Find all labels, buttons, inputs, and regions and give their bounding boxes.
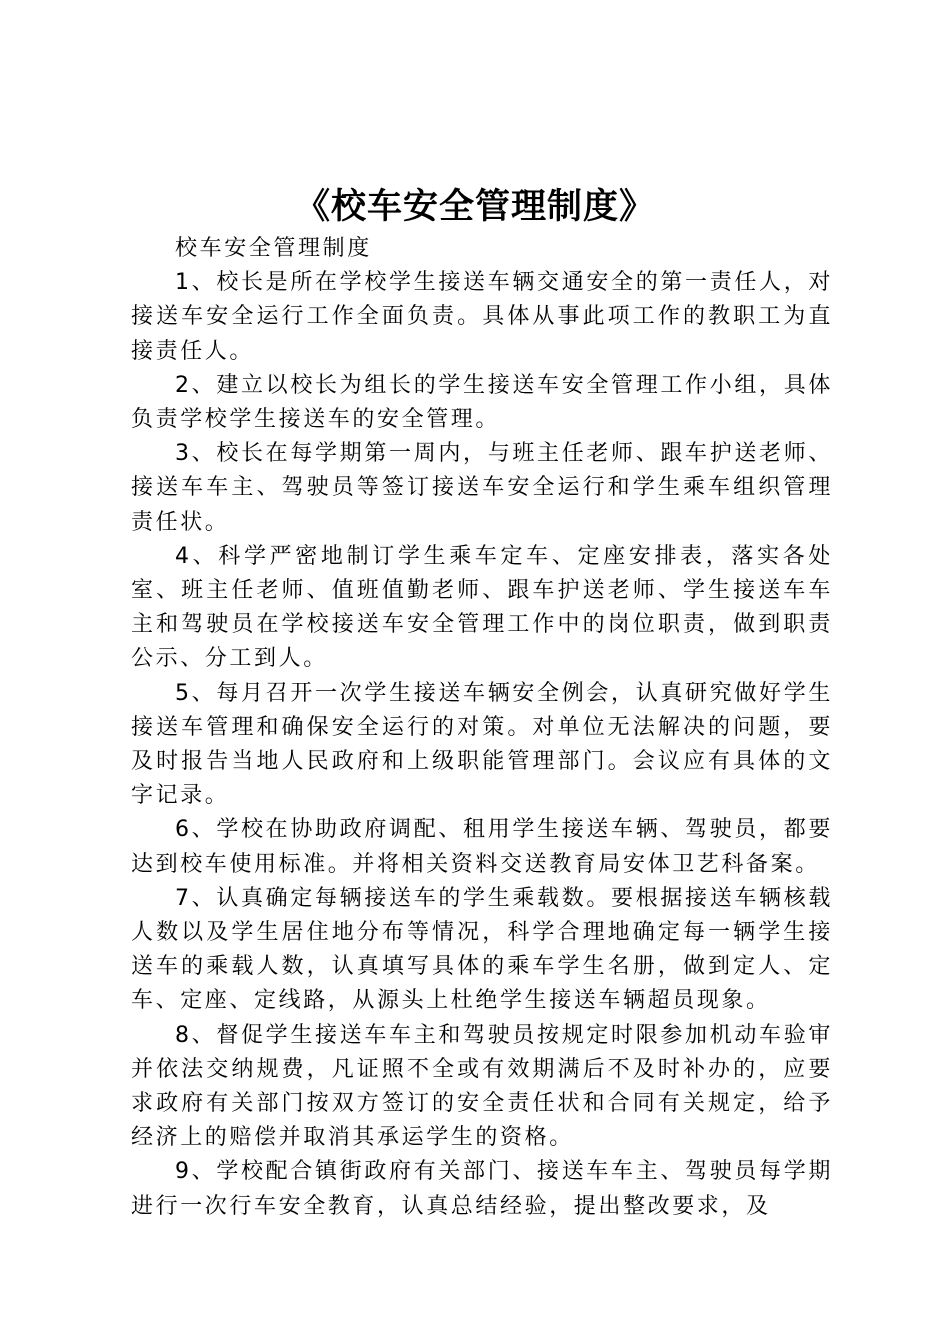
paragraph-6: 6、学校在协助政府调配、租用学生接送车辆、驾驶员，都要达到校车使用标准。并将相关资料交送教育局安体卫艺科备案。 [131, 817, 833, 877]
subtitle-paragraph: 校车安全管理制度 [175, 236, 372, 261]
paragraph-8: 8、督促学生接送车车主和驾驶员按规定时限参加机动车验审并依法交纳规费，凡证照不全或有效期满后不及时补办的，应要求政府有关部门按双方签订的安全责任状和合同有关规定，给予经济上的赔偿并取消其承运学生的资格。 [131, 1022, 833, 1151]
paragraph-5: 5、每月召开一次学生接送车辆安全例会，认真研究做好学生接送车管理和确保安全运行的对策。对单位无法解决的问题，要及时报告当地人民政府和上级职能管理部门。会议应有具体的文字记录。 [131, 680, 833, 809]
paragraph-2: 2、建立以校长为组长的学生接送车安全管理工作小组，具体负责学校学生接送车的安全管理。 [131, 372, 833, 433]
paragraph-3: 3、校长在每学期第一周内，与班主任老师、跟车护送老师、接送车车主、驾驶员等签订接送车安全运行和学生乘车组织管理责任状。 [131, 441, 833, 535]
paragraph-1: 1、校长是所在学校学生接送车辆交通安全的第一责任人，对接送车安全运行工作全面负责。具体从事此项工作的教职工为直接责任人。 [131, 270, 833, 364]
paragraph-4: 4、科学严密地制订学生乘车定车、定座安排表，落实各处室、班主任老师、值班值勤老师、跟车护送老师、学生接送车车主和驾驶员在学校接送车安全管理工作中的岗位职责，做到职责公示、分工到人。 [131, 543, 833, 672]
paragraph-7: 7、认真确定每辆接送车的学生乘载数。要根据接送车辆核载人数以及学生居住地分布等情况，科学合理地确定每一辆学生接送车的乘载人数，认真填写具体的乘车学生名册，做到定人、定车、定座、定线路，从源头上杜绝学生接送车辆超员现象。 [131, 885, 833, 1014]
paragraph-9: 9、学校配合镇街政府有关部门、接送车车主、驾驶员每学期进行一次行车安全教育，认真总结经验，提出整改要求，及 [131, 1159, 833, 1219]
document-title: 《校车安全管理制度》 [294, 186, 655, 227]
document-body [131, 232, 833, 1224]
